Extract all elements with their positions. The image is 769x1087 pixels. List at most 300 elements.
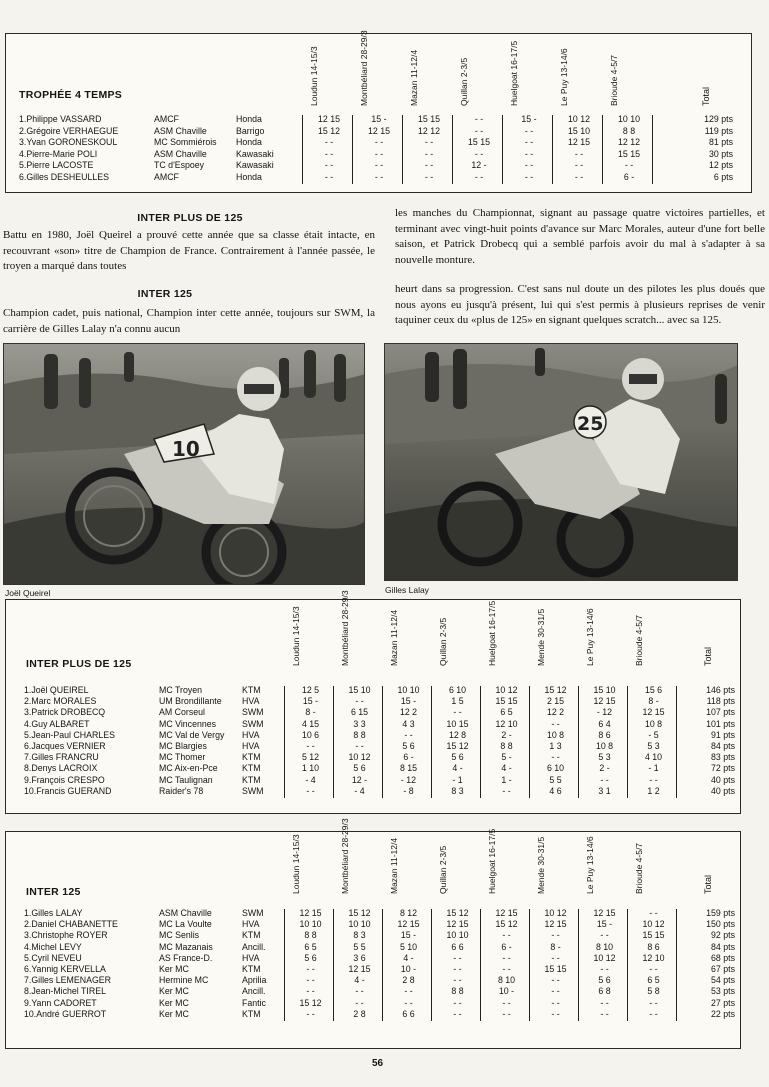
round-score: 15 10 [348,685,371,695]
round-score: 12 15 [495,908,518,918]
rider-club: AMCF [154,114,179,124]
round-score: 2 15 [546,696,565,707]
round-score: 1 10 [301,763,320,774]
round-score: 2 - [599,763,610,774]
round-score: 12 15 [446,919,469,930]
venue-header: Quillan 2-3/5 [438,617,448,666]
rider-brand: KTM [242,752,261,763]
caption-gilles-lalay: Gilles Lalay [385,585,429,595]
round-score: 12 2 [546,707,565,718]
venue-header: Mazan 11-12/4 [389,837,399,894]
rider-brand: SWM [242,707,264,718]
venue-header: Loudun 14-15/3 [309,46,319,106]
column-separator [333,686,334,798]
round-score: 2 8 [402,975,415,986]
motocross-rider-image [4,344,365,585]
round-score: - - [424,137,434,147]
column-separator [352,115,353,184]
round-score: 6 6 [402,1008,415,1019]
rider-name: 5.Cyril NEVEU [24,952,82,963]
round-score: 10 10 [397,685,420,695]
venue-header: Mende 30-31/5 [536,836,546,894]
rider-brand: Fantic [242,997,266,1008]
round-score: 5 5 [353,941,366,952]
rider-name: 7.Gilles LEMENAGER [24,975,112,986]
round-score: - - [551,975,560,986]
rider-name: 8.Jean-Michel TIREL [24,986,106,997]
round-score: 8 - [550,941,561,952]
column-separator [382,909,383,1021]
round-score: 12 15 [317,114,340,124]
round-score: - - [502,930,511,941]
round-score: 15 15 [617,148,640,159]
table-row [6,696,740,707]
rider-name: 4.Guy ALBARET [24,718,90,729]
total-points: 30 pts [709,148,733,159]
total-points: 6 pts [713,171,733,182]
round-score: 1 2 [647,785,660,796]
round-score: 10 15 [446,718,469,729]
race-number: 10 [172,437,200,461]
venue-header: Mazan 11-12/4 [409,49,419,106]
rider-brand: Ancill. [242,941,266,952]
rider-brand: KTM [242,763,261,774]
round-score: 5 10 [399,941,418,952]
round-score: 6 15 [350,707,369,718]
round-score: 10 12 [593,952,616,963]
round-score: - - [355,741,364,751]
total-points: 150 pts [706,919,735,930]
round-score: 8 8 [622,125,636,136]
round-score: 8 12 [399,908,418,918]
round-score: 15 12 [446,908,469,918]
rider-club: MC Aix-en-Pce [159,763,218,774]
venue-header: Huelgoat 16-17/5 [509,40,519,106]
round-score: - - [574,171,584,182]
round-score: 6 5 [304,941,317,952]
round-score: - - [404,729,413,740]
round-score: - - [453,1008,462,1019]
table-row [6,964,740,975]
round-score: - 4 [354,785,365,796]
total-points: 67 pts [711,964,735,974]
round-score: - - [324,160,334,170]
table-row [6,160,751,171]
round-score: 15 - [521,114,537,124]
total-points: 159 pts [706,908,735,918]
round-score: 10 10 [617,114,640,124]
table-row [6,752,740,763]
round-score: 12 10 [642,952,665,963]
rider-name: 9.François CRESPO [24,774,105,785]
round-score: 10 8 [644,718,663,729]
column-separator [480,686,481,798]
round-score: 10 6 [301,729,320,740]
rider-club: Ker MC [159,1008,189,1019]
round-score: 4 6 [549,785,562,796]
total-points: 54 pts [711,975,735,986]
rider-club: Ker MC [159,997,189,1008]
round-score: 15 10 [567,125,590,136]
table-row [6,998,740,1009]
round-score: - - [306,741,315,751]
photo-joel-queirel [3,343,365,585]
rider-brand: Ancill. [242,986,266,997]
venue-header: Le Puy 13-14/6 [585,608,595,666]
round-score: 8 8 [451,986,464,997]
round-score: - - [306,975,315,986]
round-score: 6 6 [451,941,464,952]
total-points: 40 pts [711,785,735,796]
rider-name: 5.Pierre LACOSTE [19,160,94,170]
column-separator [480,909,481,1021]
round-score: 3 6 [353,952,366,963]
rider-brand: HVA [242,729,260,740]
round-score: - - [424,160,434,170]
round-score: - - [355,696,364,707]
rider-brand: HVA [242,696,260,707]
rider-brand: SWM [242,908,264,918]
total-points: 84 pts [711,741,735,751]
round-score: - - [551,952,560,963]
round-score: - - [600,1008,609,1019]
round-score: - - [649,964,658,974]
rider-brand: HVA [242,741,260,751]
column-separator [302,115,303,184]
round-score: 15 15 [417,114,440,124]
rider-brand: Honda [236,171,262,182]
rider-brand: Honda [236,114,262,124]
total-points: 40 pts [711,774,735,785]
table-title: INTER PLUS DE 125 [26,658,132,670]
round-score: 12 15 [567,137,590,147]
rider-name: 3.Yvan GORONESKOUL [19,137,118,147]
total-points: 81 pts [709,137,733,147]
round-score: - 5 [648,729,659,740]
rider-club: MC La Voulte [159,919,212,930]
rider-name: 4.Michel LEVY [24,941,82,952]
table-row [6,137,751,148]
round-score: 15 12 [544,685,567,695]
round-score: - - [502,785,511,796]
round-score: 15 12 [299,997,322,1008]
heading-inter-125: INTER 125 [137,288,193,300]
round-score: - - [474,171,484,182]
round-score: 6 - [501,941,512,952]
round-score: - - [502,952,511,963]
table-row [6,719,740,730]
round-score: 4 15 [301,718,320,729]
table-title: INTER 125 [26,886,81,898]
round-score: - - [374,171,384,182]
rider-club: Ker MC [159,964,189,974]
column-separator [552,115,553,184]
table-row [6,126,751,137]
venue-header: Loudun 14-15/3 [291,606,301,666]
round-score: - - [355,997,364,1008]
column-separator [284,909,285,1021]
round-score: - - [453,997,462,1008]
round-score: 15 12 [348,908,371,918]
rider-club: ASM Chaville [154,148,207,159]
round-score: - - [524,137,534,147]
rider-brand: Barrigo [236,125,265,136]
round-score: 12 - [351,774,368,785]
venue-header: Huelgoat 16-17/5 [487,600,497,666]
round-score: 5 3 [598,752,611,763]
round-score: 4 - [501,763,512,774]
round-score: 4 3 [402,718,415,729]
rider-name: 2.Daniel CHABANETTE [24,919,118,930]
round-score: - - [324,171,334,182]
round-score: 10 12 [544,908,567,918]
rider-name: 1.Philippe VASSARD [19,114,102,124]
round-score: 8 8 [304,930,317,941]
paragraph-queirel-cont: les manches du Championnat, signant au passage quatre victoires partielles, et terminant avec vingt-huit points d'avance sur Marc Morales, auteur d'une fort belle saison, et Patrick Drobecq qui a semblé parfois avoir du mal à s'adapter à sa nouvelle monture. [395,207,765,266]
table-row [6,775,740,786]
rider-brand: SWM [242,785,264,796]
table-row [6,741,740,752]
round-score: - - [502,1008,511,1019]
total-points: 101 pts [706,718,735,729]
round-score: - - [551,997,560,1008]
round-score: 2 8 [353,1008,366,1019]
table-row [6,975,740,986]
round-score: 8 6 [598,729,611,740]
round-score: 12 5 [301,685,320,695]
total-points: 12 pts [709,160,733,170]
round-score: 8 8 [500,741,513,751]
round-score: - - [374,160,384,170]
rider-club: MC Sommiérois [154,137,217,147]
total-points: 22 pts [711,1008,735,1019]
column-separator [627,909,628,1021]
round-score: 5 6 [402,741,415,751]
round-score: 5 - [501,752,512,763]
table-row [6,707,740,718]
round-score: 15 6 [644,685,663,695]
paragraph-lalay: Champion cadet, puis national, Champion inter cette année, toujours sur SWM, la carrière de Gilles Lalay n'a connu aucun [3,307,375,335]
column-separator [602,115,603,184]
round-score: 15 - [371,114,387,124]
round-score: 6 - [403,752,414,763]
round-score: 5 6 [304,952,317,963]
round-score: 15 - [302,696,319,707]
venue-header: Brioude 4-5/7 [634,842,644,894]
table-row [6,953,740,964]
table-row [6,1009,740,1020]
inter-125-table [5,818,741,1049]
round-score: 12 - [471,160,487,170]
round-score: - - [600,997,609,1008]
round-score: - - [404,986,413,997]
round-score: 6 10 [546,763,565,774]
round-score: - - [453,964,462,974]
column-separator [578,686,579,798]
rider-club: Hermine MC [159,975,209,986]
round-score: - - [424,171,434,182]
rider-brand: Kawasaki [236,148,274,159]
table-row [6,986,740,997]
round-score: 10 10 [299,919,322,930]
venue-header: Montbéliard 28-29/3 [340,818,350,894]
column-separator [676,686,677,798]
total-points: 68 pts [711,952,735,963]
round-score: - - [624,160,634,170]
rider-name: 6.Gilles DESHEULLES [19,171,109,182]
total-points: 72 pts [711,763,735,774]
table-row [6,114,751,125]
round-score: - - [649,1008,658,1019]
round-score: 2 - [501,729,512,740]
total-points: 91 pts [711,729,735,740]
round-score: 5 3 [647,741,660,751]
round-score: - - [306,785,315,796]
round-score: 10 12 [348,752,371,763]
venue-header: Montbéliard 28-29/3 [340,590,350,666]
paragraph-queirel: Battu en 1980, Joël Queirel a prouvé cette année que sa classe était intacte, en recouvrant «son» titre de Champion de France. Contrairement à l'année passée, le troyen a marqué dans toutes [3,229,375,272]
column-separator [627,686,628,798]
table-row [6,763,740,774]
rider-club: Raider's 78 [159,785,204,796]
round-score: - - [551,1008,560,1019]
round-score: 12 15 [348,964,371,974]
round-score: 10 12 [495,685,518,695]
round-score: 10 12 [642,919,665,930]
venue-header: Quillan 2-3/5 [438,845,448,894]
round-score: - - [649,774,658,785]
rider-brand: KTM [242,1008,261,1019]
round-score: 8 8 [353,729,366,740]
round-score: 8 6 [647,941,660,952]
round-score: 5 6 [451,752,464,763]
rider-club: MC Blargies [159,741,207,751]
round-score: 5 12 [301,752,320,763]
rider-club: UM Brondillante [159,696,222,707]
column-separator [676,909,677,1021]
table-row [6,786,740,797]
round-score: 4 - [403,952,414,963]
round-score: 5 6 [598,975,611,986]
rider-name: 7.Gilles FRANCRU [24,752,99,763]
round-score: 4 10 [644,752,663,763]
round-score: 15 12 [495,919,518,930]
round-score: - - [324,148,334,159]
round-score: 10 10 [348,919,371,930]
round-score: - 12 [400,774,417,785]
column-separator [578,909,579,1021]
round-score: 8 10 [497,975,516,986]
rider-club: Ker MC [159,986,189,997]
page-number: 56 [372,1058,384,1069]
total-points: 27 pts [711,997,735,1008]
round-score: - 1 [452,774,463,785]
rider-name: 1.Gilles LALAY [24,908,83,918]
rider-name: 1.Joël QUEIREL [24,685,89,695]
round-score: - - [424,148,434,159]
column-separator [529,909,530,1021]
total-points: 83 pts [711,752,735,763]
rider-club: AS France-D. [159,952,213,963]
round-score: - - [306,986,315,997]
rider-club: TC d'Espoey [154,160,205,170]
round-score: - - [551,752,560,763]
venue-header: Quillan 2-3/5 [459,57,469,106]
table-title: TROPHÉE 4 TEMPS [19,89,123,101]
rider-club: MC Taulignan [159,774,213,785]
venue-header: Mende 30-31/5 [536,608,546,666]
rider-name: 2.Marc MORALES [24,696,97,707]
round-score: - - [474,114,484,124]
rider-brand: Aprilia [242,975,267,986]
round-score: - - [574,160,584,170]
column-separator [529,686,530,798]
total-points: 107 pts [706,707,735,718]
round-score: - - [524,171,534,182]
round-score: 12 15 [593,696,616,707]
rider-name: 6.Jacques VERNIER [24,741,106,751]
round-score: 10 8 [595,741,614,751]
column-separator [431,686,432,798]
round-score: 5 8 [647,986,660,997]
round-score: 15 15 [544,964,567,974]
rider-brand: Honda [236,137,262,147]
round-score: 10 - [498,986,515,997]
total-points: 146 pts [706,685,735,695]
round-score: 15 15 [495,696,518,707]
photo-gilles-lalay [384,343,738,581]
round-score: - - [649,997,658,1008]
round-score: 3 1 [598,785,611,796]
rider-name: 6.Yannig KERVELLA [24,964,106,974]
table-row [6,149,751,160]
race-number: 25 [577,413,604,435]
round-score: 12 15 [593,908,616,918]
venue-header: Huelgoat 16-17/5 [487,828,497,894]
round-score: 15 15 [467,137,490,147]
round-score: 10 8 [546,729,565,740]
column-separator [333,909,334,1021]
round-score: - - [453,975,462,986]
venue-header: Brioude 4-5/7 [634,614,644,666]
round-score: 12 15 [544,919,567,930]
round-score: 15 - [596,919,613,930]
column-separator [431,909,432,1021]
rider-club: MC Mazanais [159,941,213,952]
round-score: - 1 [648,763,659,774]
rider-brand: Kawasaki [236,160,274,170]
round-score: - - [474,148,484,159]
round-score: - - [649,908,658,918]
round-score: 6 5 [647,975,660,986]
rider-name: 10.André GUERROT [24,1008,107,1019]
round-score: 12 15 [367,125,390,136]
round-score: 8 3 [353,930,366,941]
round-score: 15 15 [642,930,665,941]
venue-header: Loudun 14-15/3 [291,834,301,894]
venue-header: Brioude 4-5/7 [609,54,619,106]
rider-club: MC Vincennes [159,718,217,729]
round-score: 4 - [354,975,365,986]
round-score: - - [474,125,484,136]
rider-name: 10.Francis GUERAND [24,785,112,796]
round-score: - 8 [403,785,414,796]
rider-brand: HVA [242,919,260,930]
round-score: - 4 [305,774,316,785]
rider-name: 4.Pierre-Marie POLI [19,148,98,159]
venue-header: Montbéliard 28-29/3 [359,30,369,106]
round-score: 8 - [305,707,316,718]
